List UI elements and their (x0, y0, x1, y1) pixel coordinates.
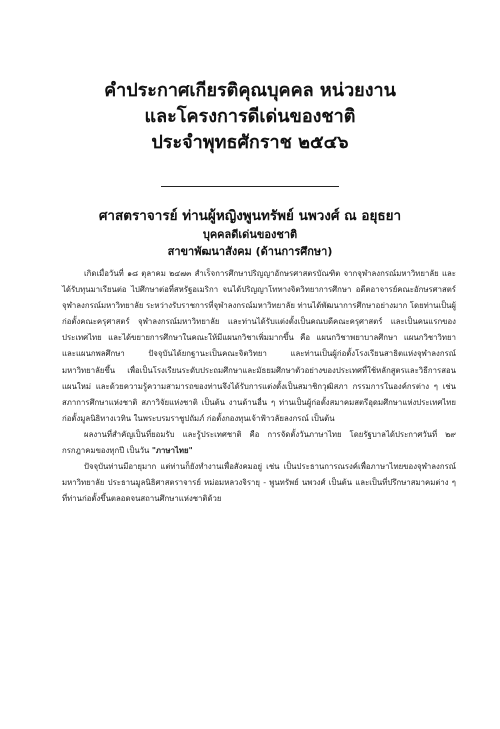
citation-body (62, 266, 456, 507)
document-title (0, 78, 500, 156)
citation-paragraph-3: ปัจจุบันท่านมีอายุมาก แต่ท่านก็ยังทำงานเพื่อสังคมอยู่ เช่น เป็นประธานการณรงค์เพื่อภาษาไทยของจุฬาลงกรณ์มหาวิทยาลัย ประธานมูลนิธิศาสตราจารย์ หม่อมหลวงจิรายุ - พูนทรัพย์ นพวงศ์ เป็นต้น และเป็นที่ปรึกษาสมาคมต่าง ๆ ที่ท่านก่อตั้งขึ้นตลอดจนสถานศึกษาแห่งชาติด้วย (62, 462, 456, 504)
title-line-3: ประจำพุทธศักราช ๒๕๔๖ (151, 132, 349, 153)
paragraph-2-emphasis: "ภาษาไทย" (151, 446, 193, 456)
honoree-block (0, 206, 500, 260)
title-line-1: คำประกาศเกียรติคุณบุคคล หน่วยงาน (104, 80, 396, 101)
award-category: บุคคลดีเด่นของชาติ (202, 228, 298, 241)
citation-paragraph-2 (62, 427, 456, 459)
award-field: สาขาพัฒนาสังคม (ด้านการศึกษา) (167, 245, 333, 258)
citation-paragraph-1: เกิดเมื่อวันที่ ๑๘ ตุลาคม ๒๔๗๓ สำเร็จการศึกษาปริญญาอักษรศาสตรบัณฑิต จากจุฬาลงกรณ์มหาวิทยาลัย และได้รับทุนมาเรียนต่อ ไปศึกษาต่อที่สหรัฐอเมริกา จนได้ปริญญาโททางจิตวิทยาการศึกษา อดีตอาจารย์คณะอักษรศาสตร์ จุฬาลงกรณ์มหาวิทยาลัย ระหว่างรับราชการที่จุฬาลงกรณ์มหาวิทยาลัย ท่านได้พัฒนาการศึกษาอย่างมาก โดยท่านเป็นผู้ก่อตั้งคณะครุศาสตร์ จุฬาลงกรณ์มหาวิทยาลัย และท่านได้รับแต่งตั้งเป็นคณบดีคณะครุศาสตร์ และเป็นคนแรกของประเทศไทย และได้ขยายการศึกษาในคณะให้มีแผนกวิชาเพิ่มมากขึ้น คือ แผนกวิชาพยาบาลศึกษา แผนกวิชาวิทยา และแผนกพลศึกษา ปัจจุบันได้ยกฐานะเป็นคณะจิตวิทยา และท่านเป็นผู้ก่อตั้งโรงเรียนสาธิตแห่งจุฬาลงกรณ์มหาวิทยาลัยขึ้น เพื่อเป็นโรงเรียนระดับประถมศึกษาและมัธยมศึกษาตัวอย่างของประเทศที่ใช้หลักสูตรและวิธีการสอนแผนใหม่ และด้วยความรู้ความสามารถของท่านจึงได้รับการแต่งตั้งเป็นสมาชิกวุฒิสภา กรรมการในองค์กรต่าง ๆ เช่น สภาการศึกษาแห่งชาติ สภาวิจัยแห่งชาติ เป็นต้น งานด้านอื่น ๆ ท่านเป็นผู้ก่อตั้งสมาคมสตรีอุดมศึกษาแห่งประเทศไทย ก่อตั้งมูลนิธิทางเวทิน ในพระบรมราชูปถัมภ์ ก่อตั้งกองทุนเจ้าฟ้าวลัยลงกรณ์ เป็นต้น (62, 269, 456, 423)
title-line-2: และโครงการดีเด่นของชาติ (144, 106, 356, 127)
honoree-name: ศาสตราจารย์ ท่านผู้หญิงพูนทรัพย์ นพวงศ์ ณ อยุธยา (98, 208, 402, 224)
paragraph-2-text: ผลงานที่สำคัญเป็นที่ยอมรับ และรู้ประเทศชาติ คือ การจัดตั้งวันภาษาไทย โดยรัฐบาลได้ประกาศวันที่ ๒๙ กรกฎาคมของทุกปี เป็นวัน (62, 429, 456, 456)
title-divider (161, 186, 339, 187)
